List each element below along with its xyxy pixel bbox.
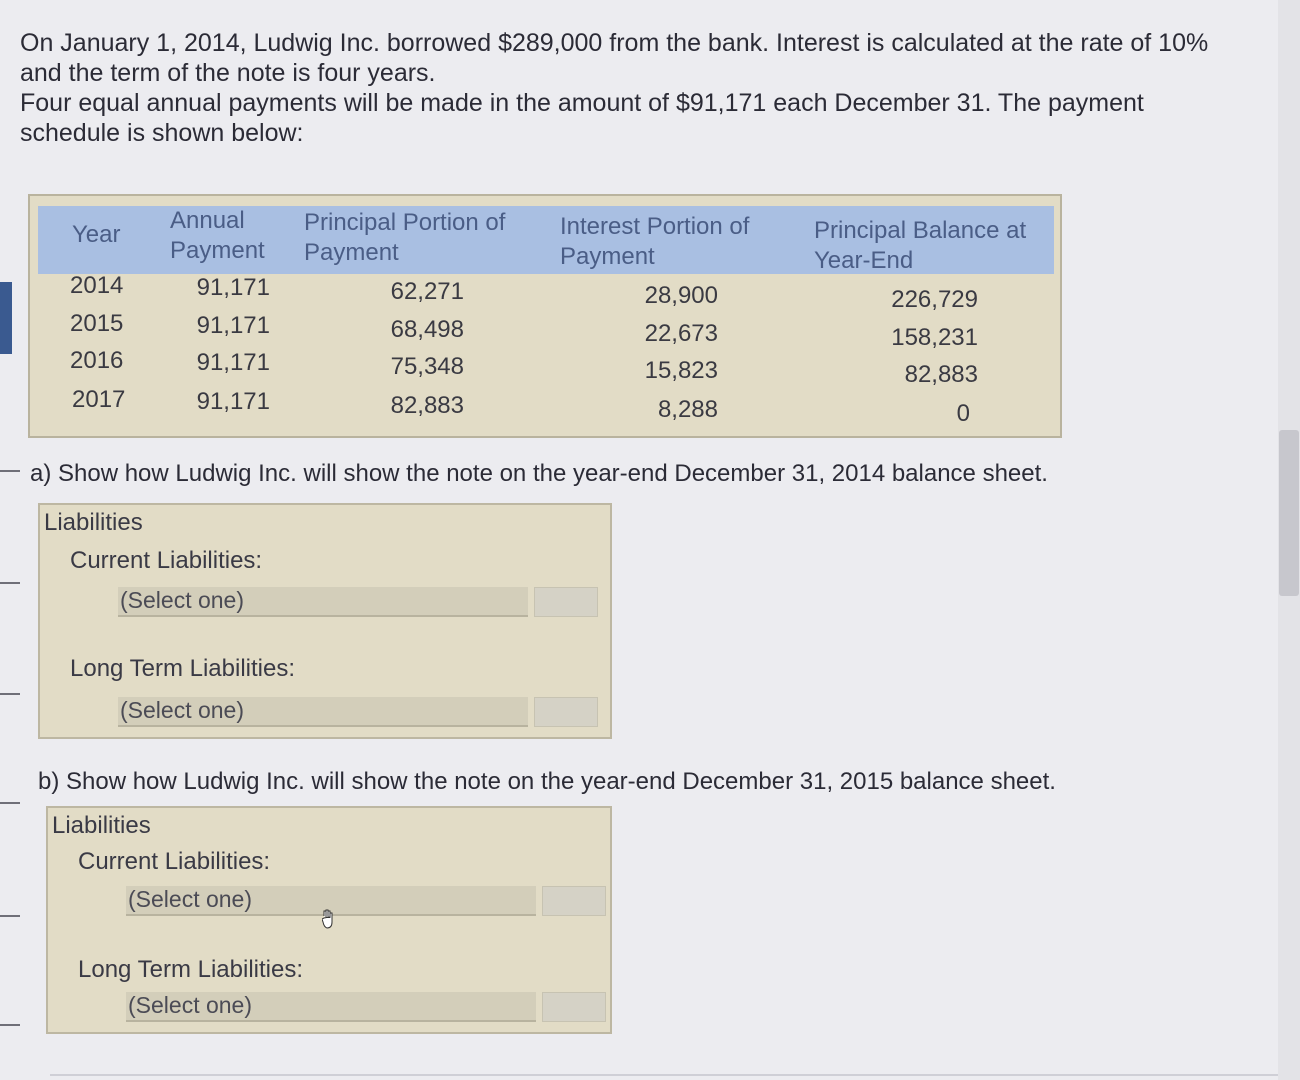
cell-balance: 158,231 [891, 324, 978, 351]
cell-payment: 91,171 [196, 388, 270, 415]
current-liabilities-label: Current Liabilities: [78, 848, 271, 875]
margin-tick [0, 915, 20, 917]
margin-tick [0, 582, 20, 584]
long-term-liabilities-amount-input[interactable] [542, 992, 606, 1022]
cell-balance: 82,883 [904, 361, 978, 388]
intro-line-2: and the term of the note is four years. [20, 59, 436, 87]
cell-balance: 0 [956, 400, 970, 427]
cell-payment: 91,171 [196, 274, 270, 301]
cell-principal: 62,271 [390, 278, 464, 305]
header-principal-2: Payment [304, 239, 399, 266]
margin-tick [0, 470, 20, 472]
long-term-liabilities-label: Long Term Liabilities: [70, 655, 296, 682]
cell-year: 2014 [70, 272, 124, 299]
margin-tick [0, 802, 20, 804]
cell-principal: 82,883 [390, 392, 464, 419]
current-liabilities-amount-input[interactable] [534, 587, 598, 617]
intro-line-4: schedule is shown below: [20, 119, 304, 147]
header-year: Year [72, 221, 121, 248]
long-term-liabilities-select[interactable]: (Select one) [126, 992, 536, 1022]
cell-interest: 15,823 [644, 357, 718, 384]
intro-line-1: On January 1, 2014, Ludwig Inc. borrowed $289,000 from the bank. Interest is calculated at the rate of 10% [20, 29, 1209, 57]
current-liabilities-amount-input[interactable] [542, 886, 606, 916]
liabilities-heading: Liabilities [44, 509, 143, 536]
vertical-scrollbar[interactable] [1278, 0, 1300, 1080]
current-liabilities-label: Current Liabilities: [70, 547, 263, 574]
cell-principal: 68,498 [390, 316, 464, 343]
cell-interest: 28,900 [644, 282, 718, 309]
cell-year: 2015 [70, 310, 124, 337]
cell-payment: 91,171 [196, 312, 270, 339]
header-balance-2: Year-End [814, 247, 914, 274]
cell-interest: 22,673 [644, 320, 718, 347]
header-balance-1: Principal Balance at [814, 217, 1027, 244]
left-tab-indicator [0, 282, 12, 354]
margin-tick [0, 693, 20, 695]
header-interest-2: Payment [560, 243, 655, 270]
header-annual-1: Annual [170, 207, 245, 234]
header-annual-2: Payment [170, 237, 265, 264]
question-b: b) Show how Ludwig Inc. will show the note on the year-end December 31, 2015 balance sheet. [38, 768, 1056, 795]
cell-year: 2016 [70, 347, 124, 374]
intro-line-3: Four equal annual payments will be made in the amount of $91,171 each December 31. The payment [20, 89, 1144, 117]
current-liabilities-select[interactable]: (Select one) [118, 587, 528, 617]
cell-principal: 75,348 [390, 353, 464, 380]
current-liabilities-select[interactable]: (Select one) [126, 886, 536, 916]
problem-statement [20, 28, 1275, 148]
cell-year: 2017 [72, 386, 126, 413]
cell-interest: 8,288 [657, 396, 718, 423]
long-term-liabilities-amount-input[interactable] [534, 697, 598, 727]
margin-tick [0, 1024, 20, 1026]
header-principal-1: Principal Portion of [304, 209, 506, 236]
question-a: a) Show how Ludwig Inc. will show the note on the year-end December 31, 2014 balance sheet. [30, 460, 1048, 487]
payment-schedule-table [28, 194, 1062, 438]
long-term-liabilities-select[interactable]: (Select one) [118, 697, 528, 727]
bottom-divider [50, 1074, 1280, 1076]
mouse-pointer-icon [322, 908, 340, 930]
liabilities-heading: Liabilities [52, 812, 151, 839]
cell-payment: 91,171 [196, 349, 270, 376]
cell-balance: 226,729 [891, 286, 978, 313]
long-term-liabilities-label: Long Term Liabilities: [78, 956, 304, 983]
balance-sheet-box-a [38, 503, 612, 739]
header-interest-1: Interest Portion of [560, 213, 750, 240]
scrollbar-thumb[interactable] [1279, 430, 1299, 596]
left-margin-markers [0, 0, 14, 1080]
